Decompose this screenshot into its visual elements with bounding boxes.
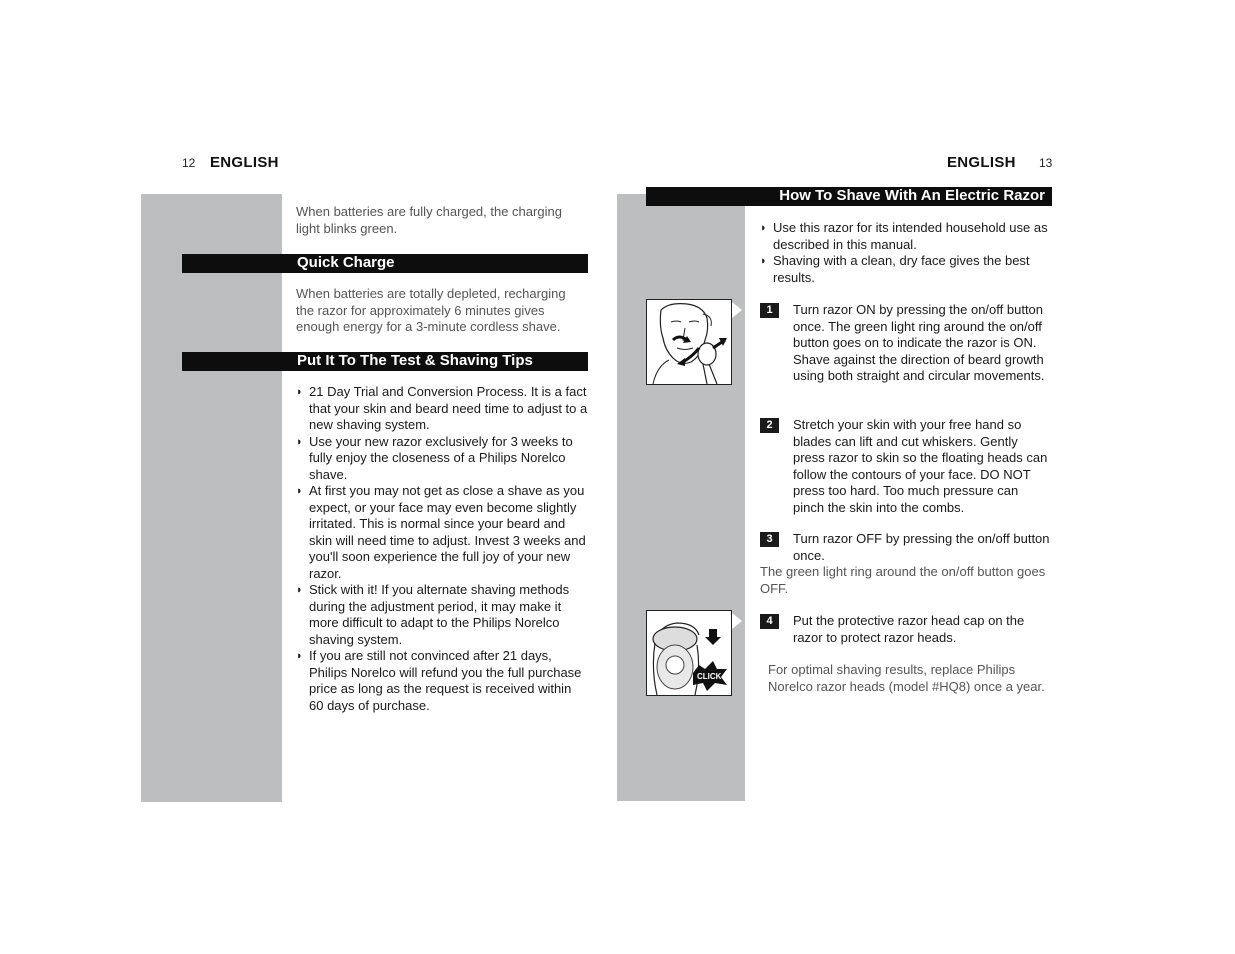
list-item: [296, 648, 588, 714]
step3-note: The green light ring around the on/off button goes OFF.: [760, 564, 1046, 596]
bullet-marker-icon: ◗: [760, 222, 767, 234]
step-number-4: 4: [760, 614, 779, 629]
replacement-note: For optimal shaving results, replace Philips Norelco razor heads (model #HQ8) once a year.: [768, 662, 1045, 694]
razor-cap-illustration: [646, 610, 732, 696]
list-item-text: Use this razor for its intended household use as described in this manual.: [773, 220, 1048, 252]
list-item: [296, 384, 588, 434]
list-item: [296, 483, 588, 582]
tips-heading: Put It To The Test & Shaving Tips: [297, 352, 533, 369]
charging-note: When batteries are fully charged, the charging light blinks green.: [296, 204, 562, 236]
tips-list: [296, 384, 588, 714]
quick-charge-heading-bar: [182, 254, 588, 273]
left-page-language: ENGLISH: [210, 154, 279, 171]
shave-bullets: [760, 220, 1052, 286]
list-item-text: Shaving with a clean, dry face gives the best results.: [773, 253, 1030, 285]
shave-heading: How To Shave With An Electric Razor: [779, 187, 1045, 204]
illustration-pointer: [732, 613, 742, 629]
step-text-2: Stretch your skin with your free hand so blades can lift and cut whiskers. Gently press razor to skin so the floating heads can follow the contours of your face. DO NOT press too hard. Too much pressure can pinch the skin into the combs.: [793, 417, 1048, 515]
down-arrow-icon: [705, 629, 721, 645]
step-text-4: Put the protective razor head cap on the razor to protect razor heads.: [793, 613, 1025, 645]
right-page-number: 13: [1039, 156, 1053, 170]
left-sidebar: [141, 194, 282, 802]
list-item-text: Use your new razor exclusively for 3 weeks to fully enjoy the closeness of a Philips Norelco shave.: [309, 433, 573, 482]
list-item: [296, 582, 588, 648]
click-label: CLICK: [697, 672, 722, 681]
step-text-3: Turn razor OFF by pressing the on/off button once.: [793, 531, 1050, 563]
quick-charge-text: When batteries are totally depleted, recharging the razor for approximately 6 minutes gives enough energy for a 3-minute cordless shave.: [296, 286, 566, 334]
quick-charge-heading: Quick Charge: [297, 254, 395, 271]
bullet-marker-icon: ◗: [296, 435, 303, 448]
list-item-text: At first you may not get as close a shave as you expect, or your face may even become slightly irritated. This is normal since your beard and skin will need time to adjust. Invest 3 weeks and you'll soon experience the full joy of your new razor.: [309, 483, 586, 581]
list-item-text: Stick with it! If you alternate shaving methods during the adjustment period, it may make it more difficult to adapt to the Philips Norelco shaving system.: [309, 582, 570, 647]
list-item: [760, 220, 1052, 253]
left-page-number: 12: [182, 156, 196, 170]
list-item-text: If you are still not convinced after 21 days, Philips Norelco will refund you the full purchase price as long as the request is received within 60 days of purchase.: [309, 648, 582, 713]
bullet-marker-icon: ◗: [296, 485, 303, 497]
shave-heading-bar: [646, 187, 1052, 206]
face-drawing: [647, 300, 731, 384]
right-page-language: ENGLISH: [947, 154, 1016, 171]
razor-drawing: [647, 611, 731, 695]
step-number-1: 1: [760, 303, 779, 318]
step-number-2: 2: [760, 418, 779, 433]
bullet-marker-icon: ◗: [296, 584, 303, 596]
list-item-text: 21 Day Trial and Conversion Process. It is a fact that your skin and beard need time to adjust to a new shaving system.: [309, 384, 588, 432]
list-item: [760, 253, 1052, 286]
illustration-pointer: [732, 302, 742, 318]
list-item: [296, 434, 588, 484]
right-sidebar: [617, 194, 745, 801]
bullet-marker-icon: ◗: [760, 255, 767, 267]
tips-heading-bar: [182, 352, 588, 371]
step-number-3: 3: [760, 532, 779, 547]
step-text-1: Turn razor ON by pressing the on/off button once. The green light ring around the on/off button goes on to indicate the razor is ON. Shave against the direction of beard growth using both straight and circular movements.: [793, 302, 1045, 383]
bullet-marker-icon: ◗: [296, 650, 303, 662]
shaving-face-illustration: [646, 299, 732, 385]
bullet-marker-icon: ◗: [296, 386, 303, 398]
